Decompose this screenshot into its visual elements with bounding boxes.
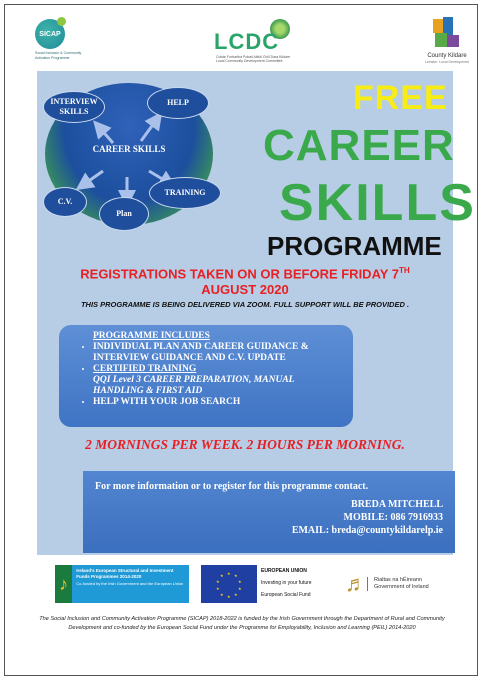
list-item: • CERTIFIED TRAINING QQI Level 3 CAREER PREPARATION, MANUAL HANDLING & FIRST AID bbox=[93, 364, 343, 397]
content-panel bbox=[37, 71, 476, 555]
lcdc-logo bbox=[210, 19, 296, 69]
zoom-note: THIS PROGRAMME IS BEING DELIVERED VIA ZOOM. FULL SUPPORT WILL BE PROVIDED . bbox=[80, 300, 410, 309]
lcdc-logo-subtitle: Coiste Forbartha Pobail Aitiúil Chill Dara Kildare Local Community Development Committee bbox=[216, 55, 291, 63]
government-of-ireland-logo bbox=[345, 565, 465, 603]
eu-tagline: Investing in your future bbox=[261, 580, 312, 586]
contact-mobile: MOBILE: 086 7916933 bbox=[343, 512, 443, 523]
kildare-logo-subtitle: Leinster. Local Development bbox=[424, 60, 470, 64]
programme-includes-box bbox=[59, 325, 353, 427]
esf-label: European Social Fund bbox=[261, 592, 311, 598]
registration-deadline: REGISTRATIONS TAKEN ON OR BEFORE FRIDAY 7TH AUGUST 2020 bbox=[80, 266, 410, 298]
schedule-text: 2 MORNINGS PER WEEK. 2 HOURS PER MORNING. bbox=[85, 437, 405, 452]
eu-funds-sub: Co-funded by the Irish Government and the European Union bbox=[76, 581, 184, 586]
harp-icon: ♪ bbox=[55, 565, 72, 603]
contact-name: BREDA MITCHELL bbox=[351, 499, 443, 510]
sicap-logo-subtitle: Social Inclusion & Community Activation Programme bbox=[35, 51, 82, 60]
contact-email[interactable]: EMAIL: breda@countykildarelp.ie bbox=[291, 525, 443, 536]
harp-icon: ♬ bbox=[345, 571, 367, 596]
kildare-logo-block-icon bbox=[435, 33, 447, 47]
arrow-to-help bbox=[141, 119, 157, 141]
arrow-to-interview bbox=[99, 127, 113, 143]
title-free: FREE bbox=[353, 79, 448, 117]
node-help: HELP bbox=[147, 87, 209, 119]
diagram-center-label: CAREER SKILLS bbox=[92, 144, 166, 154]
title-skills: SKILLS bbox=[279, 174, 476, 232]
node-plan: Plan bbox=[99, 197, 149, 231]
node-cv: C.V. bbox=[43, 187, 87, 217]
sicap-logo-dot-icon bbox=[57, 17, 66, 26]
list-item: • INDIVIDUAL PLAN AND CAREER GUIDANCE & INTERVIEW GUIDANCE AND C.V. UPDATE bbox=[93, 342, 343, 364]
programme-list bbox=[81, 342, 343, 408]
eu-union-label: EUROPEAN UNION bbox=[261, 568, 307, 574]
node-interview-skills: INTERVIEW SKILLS bbox=[43, 91, 105, 123]
kildare-logo-block-icon bbox=[447, 35, 459, 47]
sicap-logo bbox=[21, 15, 81, 75]
eu-funds-logo bbox=[55, 565, 189, 603]
arrow-to-cv bbox=[83, 171, 103, 185]
lcdc-logo-text: LCDC bbox=[214, 29, 280, 54]
county-kildare-logo bbox=[419, 17, 469, 67]
eu-union-logo bbox=[201, 565, 331, 603]
node-training: TRAINING bbox=[149, 177, 221, 209]
kildare-logo-name: County Kildare bbox=[427, 53, 467, 59]
gov-irish-name: Rialtas na hÉireann bbox=[374, 577, 423, 583]
eu-funds-title: Ireland's European Structural and Investment Funds Programmes 2014-2020 bbox=[76, 568, 174, 579]
kildare-logo-block-icon bbox=[433, 19, 443, 33]
contact-lead: For more information or to register for this programme contact. bbox=[95, 481, 369, 492]
eu-flag-icon: ★ ★ ★ ★ ★ ★ ★ ★ ★ ★ bbox=[201, 565, 257, 603]
career-skills-diagram bbox=[37, 73, 237, 233]
gov-english-name: Government of Ireland bbox=[374, 584, 429, 590]
title-career: CAREER bbox=[263, 121, 455, 170]
funding-statement: The Social Inclusion and Community Activation Programme (SICAP) 2018-2022 is funded by the Irish Government through the Department of Rural and Community Development and co-funded by the European Social Fund under the Programme for Employability, Inclusion and Learning (PEIL) 2014-2020 bbox=[39, 616, 445, 631]
sicap-logo-mark: SICAP bbox=[35, 19, 65, 49]
flyer-page bbox=[4, 4, 478, 676]
title-programme: PROGRAMME bbox=[267, 231, 442, 261]
list-item: • HELP WITH YOUR JOB SEARCH bbox=[93, 397, 343, 408]
contact-box bbox=[83, 471, 455, 553]
programme-heading: PROGRAMME INCLUDES bbox=[93, 331, 210, 341]
